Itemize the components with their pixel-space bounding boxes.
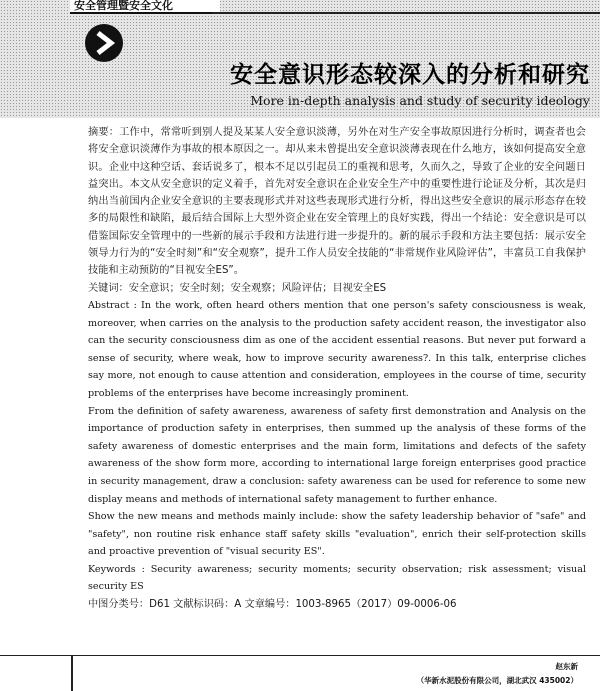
author-affiliation: （华新水泥股份有限公司，湖北武汉 435002） — [416, 676, 578, 685]
abstract-en-paragraph-3: Show the new means and methods mainly include: show the safety leadership behavior of "safe" and "safety", non routine risk enhance staff safety skills "evaluation", enrich their self-protection skills and proactive prevention of "visual security ES". — [88, 511, 586, 558]
keywords-cn: 关键词：安全意识；安全时刻；安全观察；风险评估；目视安全ES — [88, 282, 387, 294]
footer-divider — [71, 655, 73, 691]
abstract-cn: 摘要：工作中，常常听到别人提及某某人安全意识淡薄，另外在对生产安全事故原因进行分析时，调查者也会将安全意识淡薄作为事故的根本原因之一。却从来未曾提出安全意识淡薄表现在什么地方，该如何提高安全意识。企业中这种空话、套话说多了，根本不足以引起员工的重视和思考，久而久之，导致了企业的安全问题日益突出。本文从安全意识的定义着手，首先对安全意识在企业安全生产中的重要性进行论证及分析，其次是归纳出当前国内企业安全意识的主要表现形式并对这些表现形式进行分析，得出这些安全意识的展示形态存在较多的局限性和缺陷，最后结合国际上大型外资企业在安全管理上的良好实践，得出一个结论：安全意识是可以借鉴国际安全管理中的一些新的展示手段和方法进行进一步提升的。新的展示手段和方法主要包括：展示安全领导力行为的“安全时刻”和“安全观察”，提升工作人员安全技能的“非常规作业风险评估”，丰富员工自我保护技能和主动预防的“目视安全ES”。 — [88, 127, 586, 277]
abstract-en-paragraph-1: Abstract : In the work, often heard others mention that one person's safety consciousness is weak, moreover, when carries on the analysis to the production safety accident reason, the investigator also can the security consciousness dim as one of the accident essential reasons. But never put forward a sense of security, where weak, how to improve security awareness?. In this talk, enterprise cliches say more, not enough to cause attention and consideration, employees in the course of time, security problems of the enterprises have become increasingly prominent. — [88, 299, 586, 399]
article-title-en: More in-depth analysis and study of security ideology — [250, 93, 590, 108]
footer-rule — [0, 655, 600, 656]
classification-line: 中图分类号：D61 文献标识码：A 文章编号：1003-8965（2017）09-0006-06 — [88, 599, 457, 611]
article-body — [88, 124, 586, 613]
keywords-en: Keywords : Security awareness; security moments; security observation; risk assessment; visual security ES — [88, 563, 586, 593]
article-title-cn: 安全意识形态较深入的分析和研究 — [230, 62, 590, 88]
author-name: 赵东新 — [555, 662, 578, 671]
arrow-right-circle-icon — [85, 24, 123, 62]
header-rule — [212, 12, 600, 14]
abstract-en-paragraph-2: From the definition of safety awareness, awareness of safety first demonstration and Analysis on the importance of production safety in enterprises, then summed up the analysis of these forms of the safety awareness of domestic enterprises and the main form, limitations and defects of the safety awareness of the show form more, according to international large foreign enterprises good practice in security management, draw a conclusion: safety awareness can be used for reference to some new display means and methods of international safety management to further enhance. — [88, 405, 586, 505]
section-label: 安全管理暨安全文化 — [70, 0, 220, 14]
